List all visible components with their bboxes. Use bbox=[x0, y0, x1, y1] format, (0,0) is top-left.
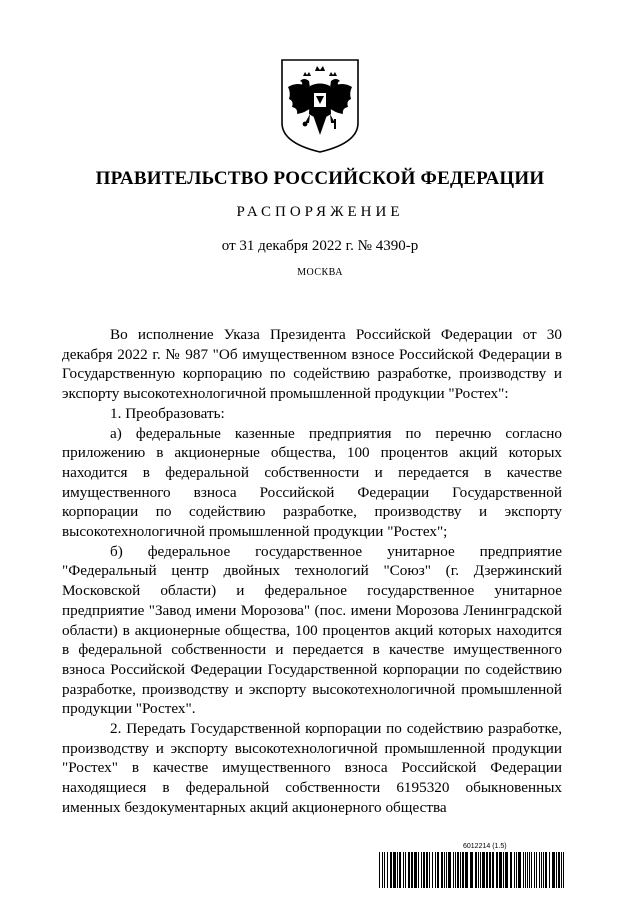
paragraph-preamble: Во исполнение Указа Президента Российской Федерации от 30 декабря 2022 г. № 987 "Об имущественном взносе Российской Федерации в Государственную корпорацию по содействию разработке, производству и экспорту высокотехнологичной промышленной продукции "Ростех": bbox=[62, 326, 562, 403]
document-type: РАСПОРЯЖЕНИЕ bbox=[236, 204, 404, 220]
barcode-code: 6012214 (1.5) bbox=[463, 843, 507, 850]
paragraph-item-1b: б) федеральное государственное унитарное предприятие "Федеральный центр двойных технологий "Союз" (г. Дзержинский Московской области) и федеральное государственное унитарное предприятие "Завод имени Морозова" (пос. имени Морозова Ленинградской области) в акционерные общества, 100 процентов акций которых находится в федеральной собственности и передается в качестве имущественного взноса Российской Федерации Государственной корпорации по содействию разработке, производству и экспорту высокотехнологичной промышленной продукции "Ростех". bbox=[62, 542, 562, 718]
paragraph-item-1a: а) федеральные казенные предприятия по перечню согласно приложению в акционерные общества, 100 процентов акций которых находится в федеральной собственности и передается в качестве имущественного взноса Российской Федерации Государственной корпорации по содействию разработке, производству и экспорту высокотехнологичной промышленной продукции "Ростех"; bbox=[62, 424, 562, 541]
document-city: МОСКВА bbox=[297, 267, 343, 278]
state-emblem-icon bbox=[279, 57, 361, 154]
document-body bbox=[62, 325, 562, 818]
barcode bbox=[378, 852, 568, 888]
paragraph-item-2: 2. Передать Государственной корпорации по содействию разработке, производству и экспорту высокотехнологичной промышленной продукции "Ростех" в качестве имущественного взноса Российской Федерации находящиеся в федеральной собственности 6195320 обыкновенных именных бездокументарных акций акционерного общества bbox=[62, 720, 562, 816]
paragraph-item-1: 1. Преобразовать: bbox=[110, 404, 225, 422]
document-date-number: от 31 декабря 2022 г. № 4390-р bbox=[221, 238, 419, 254]
organization-title: ПРАВИТЕЛЬСТВО РОССИЙСКОЙ ФЕДЕРАЦИИ bbox=[95, 168, 545, 189]
